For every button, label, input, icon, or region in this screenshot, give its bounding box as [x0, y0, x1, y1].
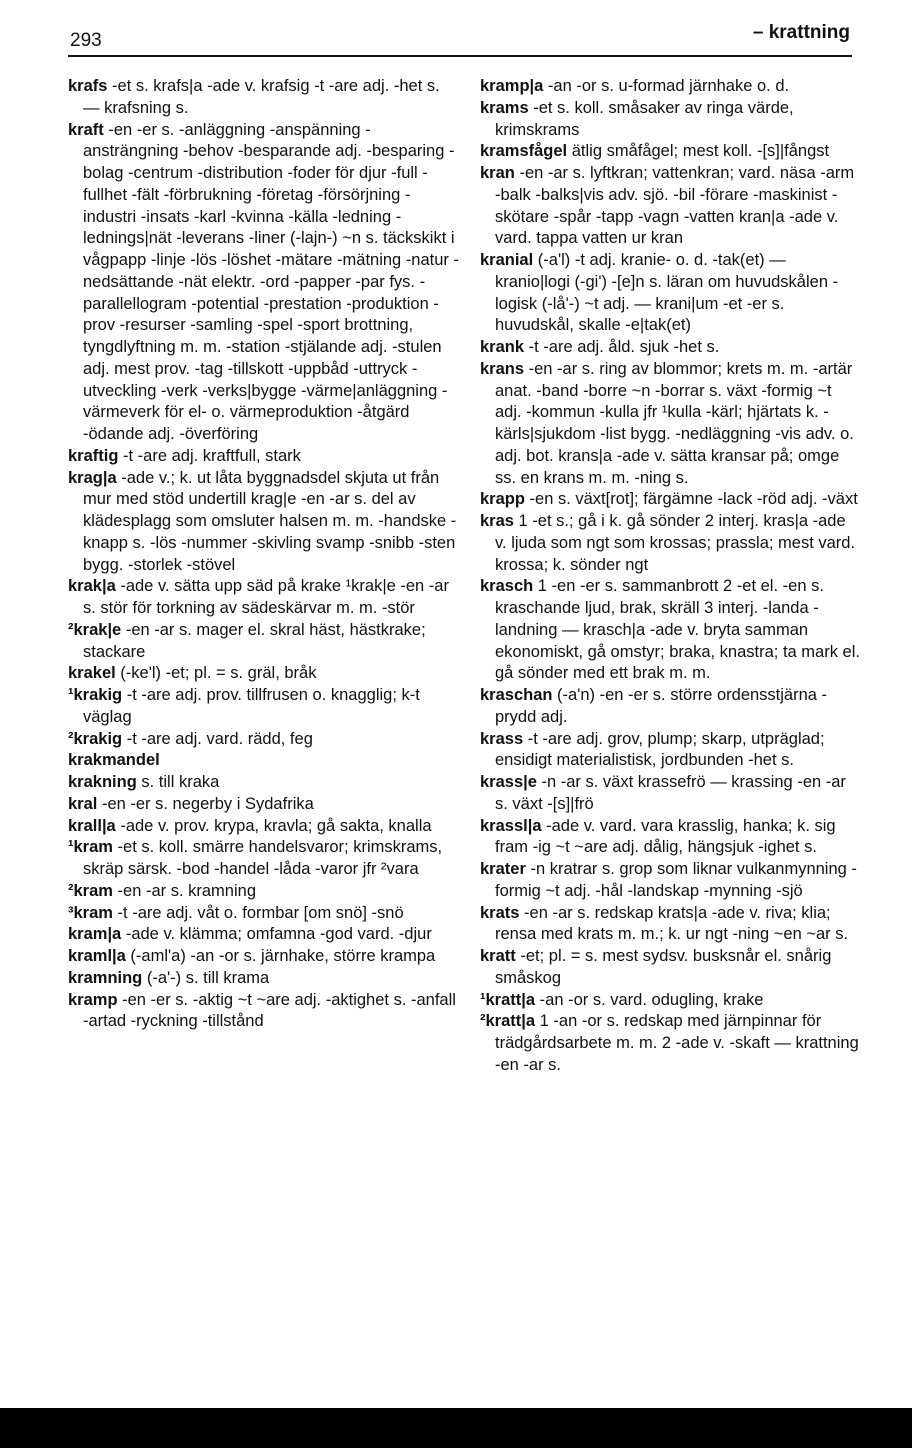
dictionary-entry: krall|a -ade v. prov. krypa, kravla; gå sakta, knalla	[68, 816, 432, 835]
headword: kratt	[480, 947, 516, 965]
left-column	[68, 76, 460, 1033]
headword: kral	[68, 794, 98, 813]
dictionary-entry: krams -et s. koll. småsaker av ringa värde, krimskrams	[480, 98, 794, 139]
headword: krakning	[68, 773, 137, 791]
dictionary-entry: ²krak|e -en -ar s. mager el. skral häst, hästkrake; stackare	[68, 620, 426, 661]
headword: ²krak|e	[68, 620, 122, 639]
headword: ²kram	[68, 881, 113, 900]
headword: kran	[480, 164, 515, 182]
dictionary-entry: kraml|a (-aml'a) -an -or s. järnhake, större krampa	[68, 947, 436, 965]
headword: krafs	[68, 77, 108, 95]
dictionary-entry: kramp|a -an -or s. u-formad järnhake o. d.	[480, 77, 790, 95]
headword: ¹kratt|a	[480, 990, 536, 1009]
page-number: 293	[70, 30, 102, 51]
headword: krank	[480, 338, 525, 356]
headword: krak|a	[68, 577, 116, 596]
dictionary-entry: kramp -en -er s. -aktig ~t ~are adj. -aktighet s. -anfall -artad -ryckning -tillstånd	[68, 990, 456, 1031]
headword: krass|e	[480, 773, 537, 791]
dictionary-entry: kran -en -ar s. lyftkran; vattenkran; vard. näsa -arm -balk -balks|vis adv. sjö. -bil -förare -maskinist -skötare -spår -tapp -vagn -vatten kran|a -ade v. vard. tappa vatten ur kran	[480, 164, 855, 248]
headword: krakmandel	[68, 751, 160, 770]
dictionary-entry: krans -en -ar s. ring av blommor; krets m. m. -artär anat. -band -borre ~n -borrar s. växt -formig ~t adj. -kommun -kulla jfr ¹kulla -kärl; hjärtats k. -kärls|sjukdom -list bygg. -nedläggning -vis adv. o. adj. bot. krans|a -ade v. sätta kransar på; omge ss. en krans m. m. -ning s.	[480, 359, 854, 487]
headword: kranial	[480, 251, 534, 269]
headword: krag|a	[68, 468, 117, 487]
headword: ²kratt|a	[480, 1012, 536, 1031]
dictionary-entry: krater -n kratrar s. grop som liknar vulkanmynning -formig ~t adj. -hål -landskap -mynning -sjö	[480, 860, 857, 900]
headword: kramsfågel	[480, 142, 568, 161]
dictionary-entry: kras 1 -et s.; gå i k. gå sönder 2 interj. kras|a -ade v. ljuda som ngt som krossas; prassla; mest vard. krossa; k. sönder ngt	[480, 512, 856, 574]
dictionary-entry: ³kram -t -are adj. våt o. formbar [om snö] -snö	[68, 903, 404, 922]
dictionary-entry: kratt -et; pl. = s. mest sydsv. busksnår el. snårig småskog	[480, 947, 832, 987]
headword: kras	[480, 512, 514, 530]
headword: krakel	[68, 664, 116, 683]
headword: kraftig	[68, 446, 119, 465]
headword: krassl|a	[480, 816, 542, 835]
dictionary-entry: krafs -et s. krafs|a -ade v. krafsig -t -are adj. -het s. — krafsning s.	[68, 77, 440, 117]
dictionary-entry: kramning (-a'-) s. till krama	[68, 968, 270, 987]
headword: kramp	[68, 990, 118, 1009]
running-head: – krattning	[752, 22, 850, 43]
headword: krass	[480, 729, 524, 748]
dictionary-entry: kraft -en -er s. -anläggning -anspänning -ansträngning -behov -besparande adj. -besparing -bolag -centrum -distribution -foder för djur -full -fullhet -fält -förbrukning -företag -försörjning -industri -insats -karl -kvinna -källa -ledning -lednings|nät -leverans -liner (-lajn-) ~n s. täckskikt i vågpapp -linje -lös -löshet -mätare -mätning -natur -nedsättande -nät elektr. -ord -papper -par fys. -parallellogram -potential -prestation -produktion -prov -resurser -samling -spel -sport brottning, tyngdlyftning m. m. -station -stjälande adj. -stulen adj. mest prov. -tag -tillskott -uppbåd -uttryck -utveckling -verk -verks|bygge -värme|anläggning -värmeverk för el- o. värmeproduktion -åtgärd -ödande adj. -överföring	[68, 120, 459, 443]
dictionary-entry: ¹kratt|a -an -or s. vard. odugling, krake	[480, 990, 764, 1009]
dictionary-entry: kranial (-a'l) -t adj. kranie- o. d. -tak(et) — kranio|logi (-gi') -[e]n s. läran om huvudskålen -logisk (-lå'-) ~t adj. — krani|um -et -er s. huvudskål, skalle -e|tak(et)	[480, 251, 839, 335]
headword: krapp	[480, 490, 525, 509]
dictionary-entry: ¹krakig -t -are adj. prov. tillfrusen o. knagglig; k-t väglag	[68, 686, 420, 726]
dictionary-entry: krank -t -are adj. åld. sjuk -het s.	[480, 338, 720, 356]
dictionary-entry: ¹kram -et s. koll. smärre handelsvaror; krimskrams, skräp särsk. -bod -handel -låda -varor jfr ²vara	[68, 838, 443, 878]
scan-bottom-border	[0, 1408, 912, 1448]
headword: kramp|a	[480, 77, 544, 95]
headword: krasch	[480, 577, 534, 596]
headword: krams	[480, 98, 529, 117]
dictionary-entry: krassl|a -ade v. vard. vara krasslig, hanka; k. sig fram -ig ~t ~are adj. dålig, hängsjuk -ighet s.	[480, 816, 836, 857]
dictionary-entry: kramsfågel ätlig småfågel; mest koll. -[s]|fångst	[480, 142, 830, 161]
headword: krans	[480, 359, 525, 378]
dictionary-entry: kraftig -t -are adj. kraftfull, stark	[68, 446, 301, 465]
right-column	[480, 76, 860, 1077]
headword: ³kram	[68, 903, 113, 922]
dictionary-entry: krapp -en s. växt[rot]; färgämne -lack -röd adj. -växt	[480, 490, 858, 509]
headword: krater	[480, 860, 526, 878]
headword: kraml|a	[68, 947, 126, 965]
headword: ¹kram	[68, 838, 113, 857]
dictionary-entry: krakel (-ke'l) -et; pl. = s. gräl, bråk	[68, 664, 317, 683]
dictionary-entry: ²krakig -t -are adj. vard. rädd, feg	[68, 729, 313, 748]
dictionary-entry: krak|a -ade v. sätta upp säd på krake ¹krak|e -en -ar s. stör för torkning av sädeskärvar m. m. -stör	[68, 577, 449, 617]
dictionary-entry: ²kram -en -ar s. kramning	[68, 881, 256, 900]
dictionary-entry	[68, 750, 460, 772]
headword: kraft	[68, 120, 104, 139]
dictionary-entry: krakning s. till kraka	[68, 773, 220, 791]
dictionary-entry: ²kratt|a 1 -an -or s. redskap med järnpinnar för trädgårdsarbete m. m. 2 -ade v. -skaft — krattning -en -ar s.	[480, 1012, 859, 1074]
dictionary-entry: krats -en -ar s. redskap krats|a -ade v. riva; klia; rensa med krats m. m.; k. ur ngt -ning ~en ~ar s.	[480, 903, 849, 944]
dictionary-entry: krass|e -n -ar s. växt krassefrö — krassing -en -ar s. växt -[s]|frö	[480, 773, 846, 813]
header-rule	[68, 55, 852, 57]
headword: kraschan	[480, 686, 553, 704]
headword: krall|a	[68, 816, 116, 835]
dictionary-entry: kraschan (-a'n) -en -er s. större ordensstjärna -prydd adj.	[480, 686, 828, 726]
headword: ¹krakig	[68, 686, 123, 704]
dictionary-entry: krass -t -are adj. grov, plump; skarp, utpräglad; ensidigt materialistisk, jordbunden -het s.	[480, 729, 825, 770]
headword: kramning	[68, 968, 143, 987]
dictionary-entry: kral -en -er s. negerby i Sydafrika	[68, 794, 314, 813]
dictionary-entry: kram|a -ade v. klämma; omfamna -god vard. -djur	[68, 925, 432, 944]
dictionary-entry: krasch 1 -en -er s. sammanbrott 2 -et el. -en s. kraschande ljud, brak, skräll 3 interj. -landa -landning — krasch|a -ade v. bryta samman ekonomiskt, gå omstyr; braka, knastra; ta mark el. gå sönder med ett brak m. m.	[480, 577, 860, 683]
headword: ²krakig	[68, 729, 123, 748]
headword: kram|a	[68, 925, 122, 944]
dictionary-entry: krag|a -ade v.; k. ut låta byggnadsdel skjuta ut från mur med stöd undertill krag|e -en -ar s. del av klädesplagg som omsluter halsen m. m. -handske -knapp s. -lös -nummer -skivling svamp -snibb -sten bygg. -storlek -stövel	[68, 468, 457, 574]
headword: krats	[480, 903, 520, 922]
